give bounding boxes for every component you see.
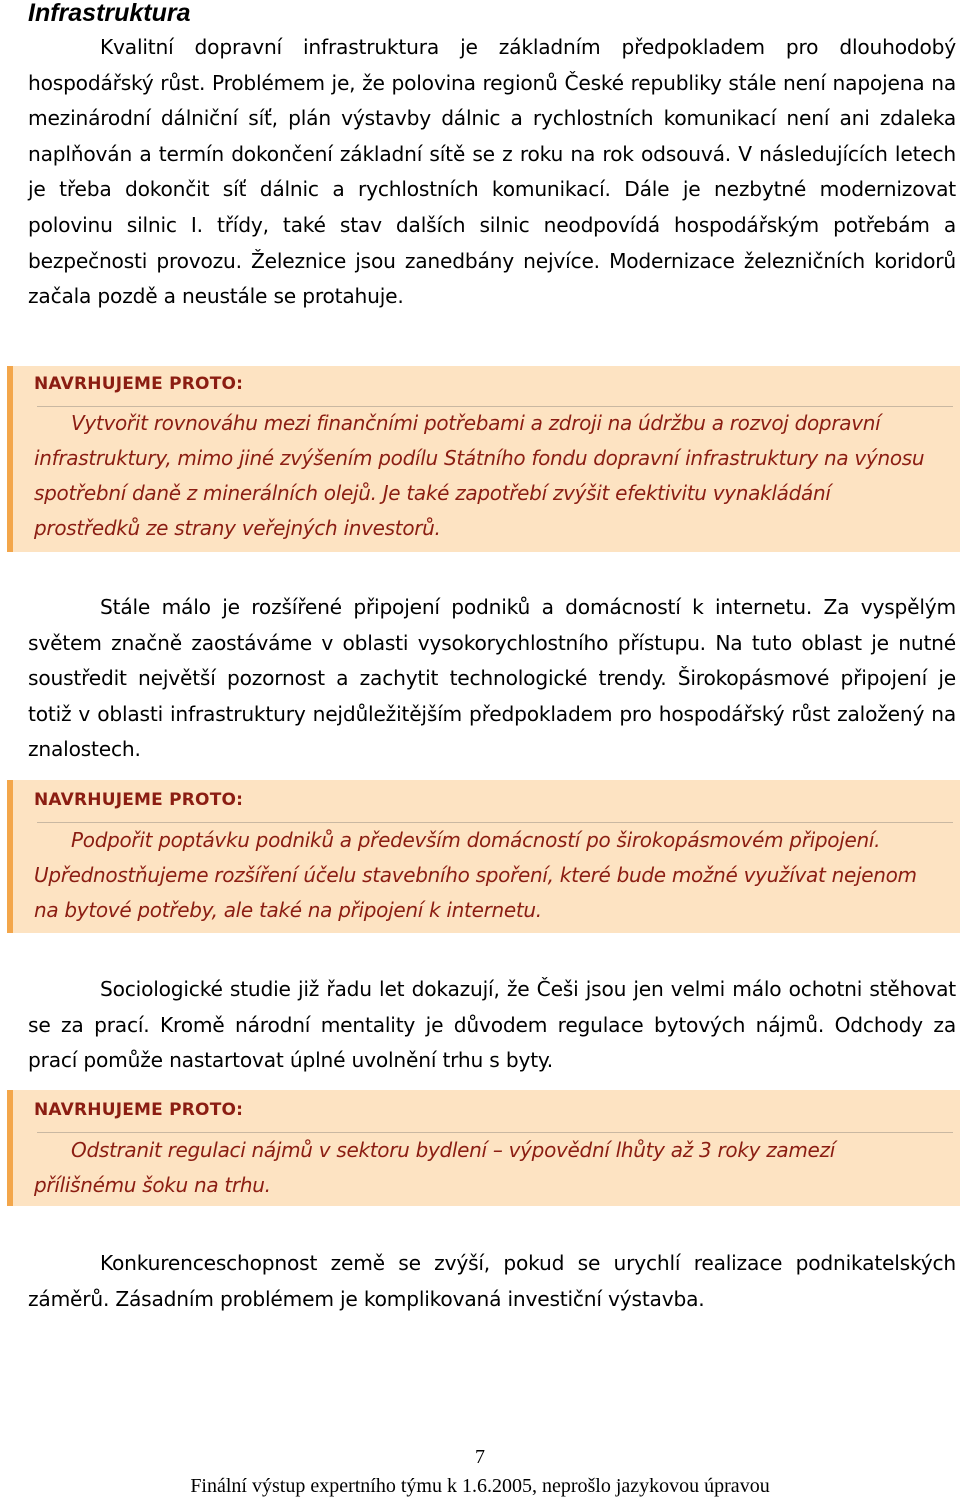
proposal-text: Podpořit poptávku podniků a především domácností po širokopásmovém připojení. Upřednostňujeme rozšíření účelu stavebního spoření, které bude možné využívat nejenom na bytové potřeby, ale také na připojení k internetu. [34, 828, 917, 922]
proposal-label: NAVRHUJEME PROTO: [34, 790, 244, 810]
paragraph-housing: Sociologické studie již řadu let dokazují, že Češi jsou jen velmi málo ochotni stěhovat se za prací. Kromě národní mentality je důvodem regulace bytových nájmů. Odchody za prací pomůže nastartovat úplné uvolnění trhu s byty. [28, 977, 956, 1073]
proposal-box-3 [7, 1090, 960, 1206]
proposal-text: Vytvořit rovnováhu mezi finančními potřebami a zdroji na údržbu a rozvoj dopravní infrastruktury, mimo jiné zvýšením podílu Státního fondu dopravní infrastruktury na výnosu spotřební daně z minerálních olejů. Je také zapotřebí zvýšit efektivitu vynakládání prostředků ze strany veřejných investorů. [34, 411, 925, 540]
proposal-label: NAVRHUJEME PROTO: [34, 1100, 244, 1120]
footer-note: Finální výstup expertního týmu k 1.6.2005, neprošlo jazykovou úpravou [190, 1475, 770, 1497]
paragraph-competitiveness: Konkurenceschopnost země se zvýší, pokud se urychlí realizace podnikatelských záměrů. Zásadním problémem je komplikovaná investiční výstavba. [28, 1251, 956, 1311]
proposal-text: Odstranit regulaci nájmů v sektoru bydlení – výpovědní lhůty až 3 roky zamezí přílišnému šoku na trhu. [34, 1138, 836, 1197]
section-heading: Infrastruktura [28, 0, 191, 27]
paragraph-infrastructure: Kvalitní dopravní infrastruktura je základním předpokladem pro dlouhodobý hospodářský růst. Problémem je, že polovina regionů České republiky stále není napojena na mezinárodní dálniční síť, plán výstavby dálnic a rychlostních komunikací není ani zdaleka naplňován a termín dokončení základní sítě se z roku na rok odsouvá. V následujících letech je třeba dokončit síť dálnic a rychlostních komunikací. Dále je nezbytné modernizovat polovinu silnic I. třídy, také stav dalších silnic neodpovídá hospodářským potřebám a bezpečnosti provozu. Železnice jsou zanedbány nejvíce. Modernizace železničních koridorů začala pozdě a neustále se protahuje. [28, 35, 956, 309]
proposal-label: NAVRHUJEME PROTO: [34, 374, 244, 394]
proposal-box-1 [7, 366, 960, 552]
page-number: 7 [475, 1446, 485, 1468]
paragraph-internet: Stále málo je rozšířené připojení podniků a domácností k internetu. Za vyspělým světem značně zaostáváme v oblasti vysokorychlostního přístupu. Na tuto oblast je nutné soustředit největší pozornost a zachytit technologické trendy. Širokopásmové připojení je totiž v oblasti infrastruktury nejdůležitějším předpokladem pro hospodářský růst založený na znalostech. [28, 595, 956, 762]
proposal-box-2 [7, 780, 960, 933]
